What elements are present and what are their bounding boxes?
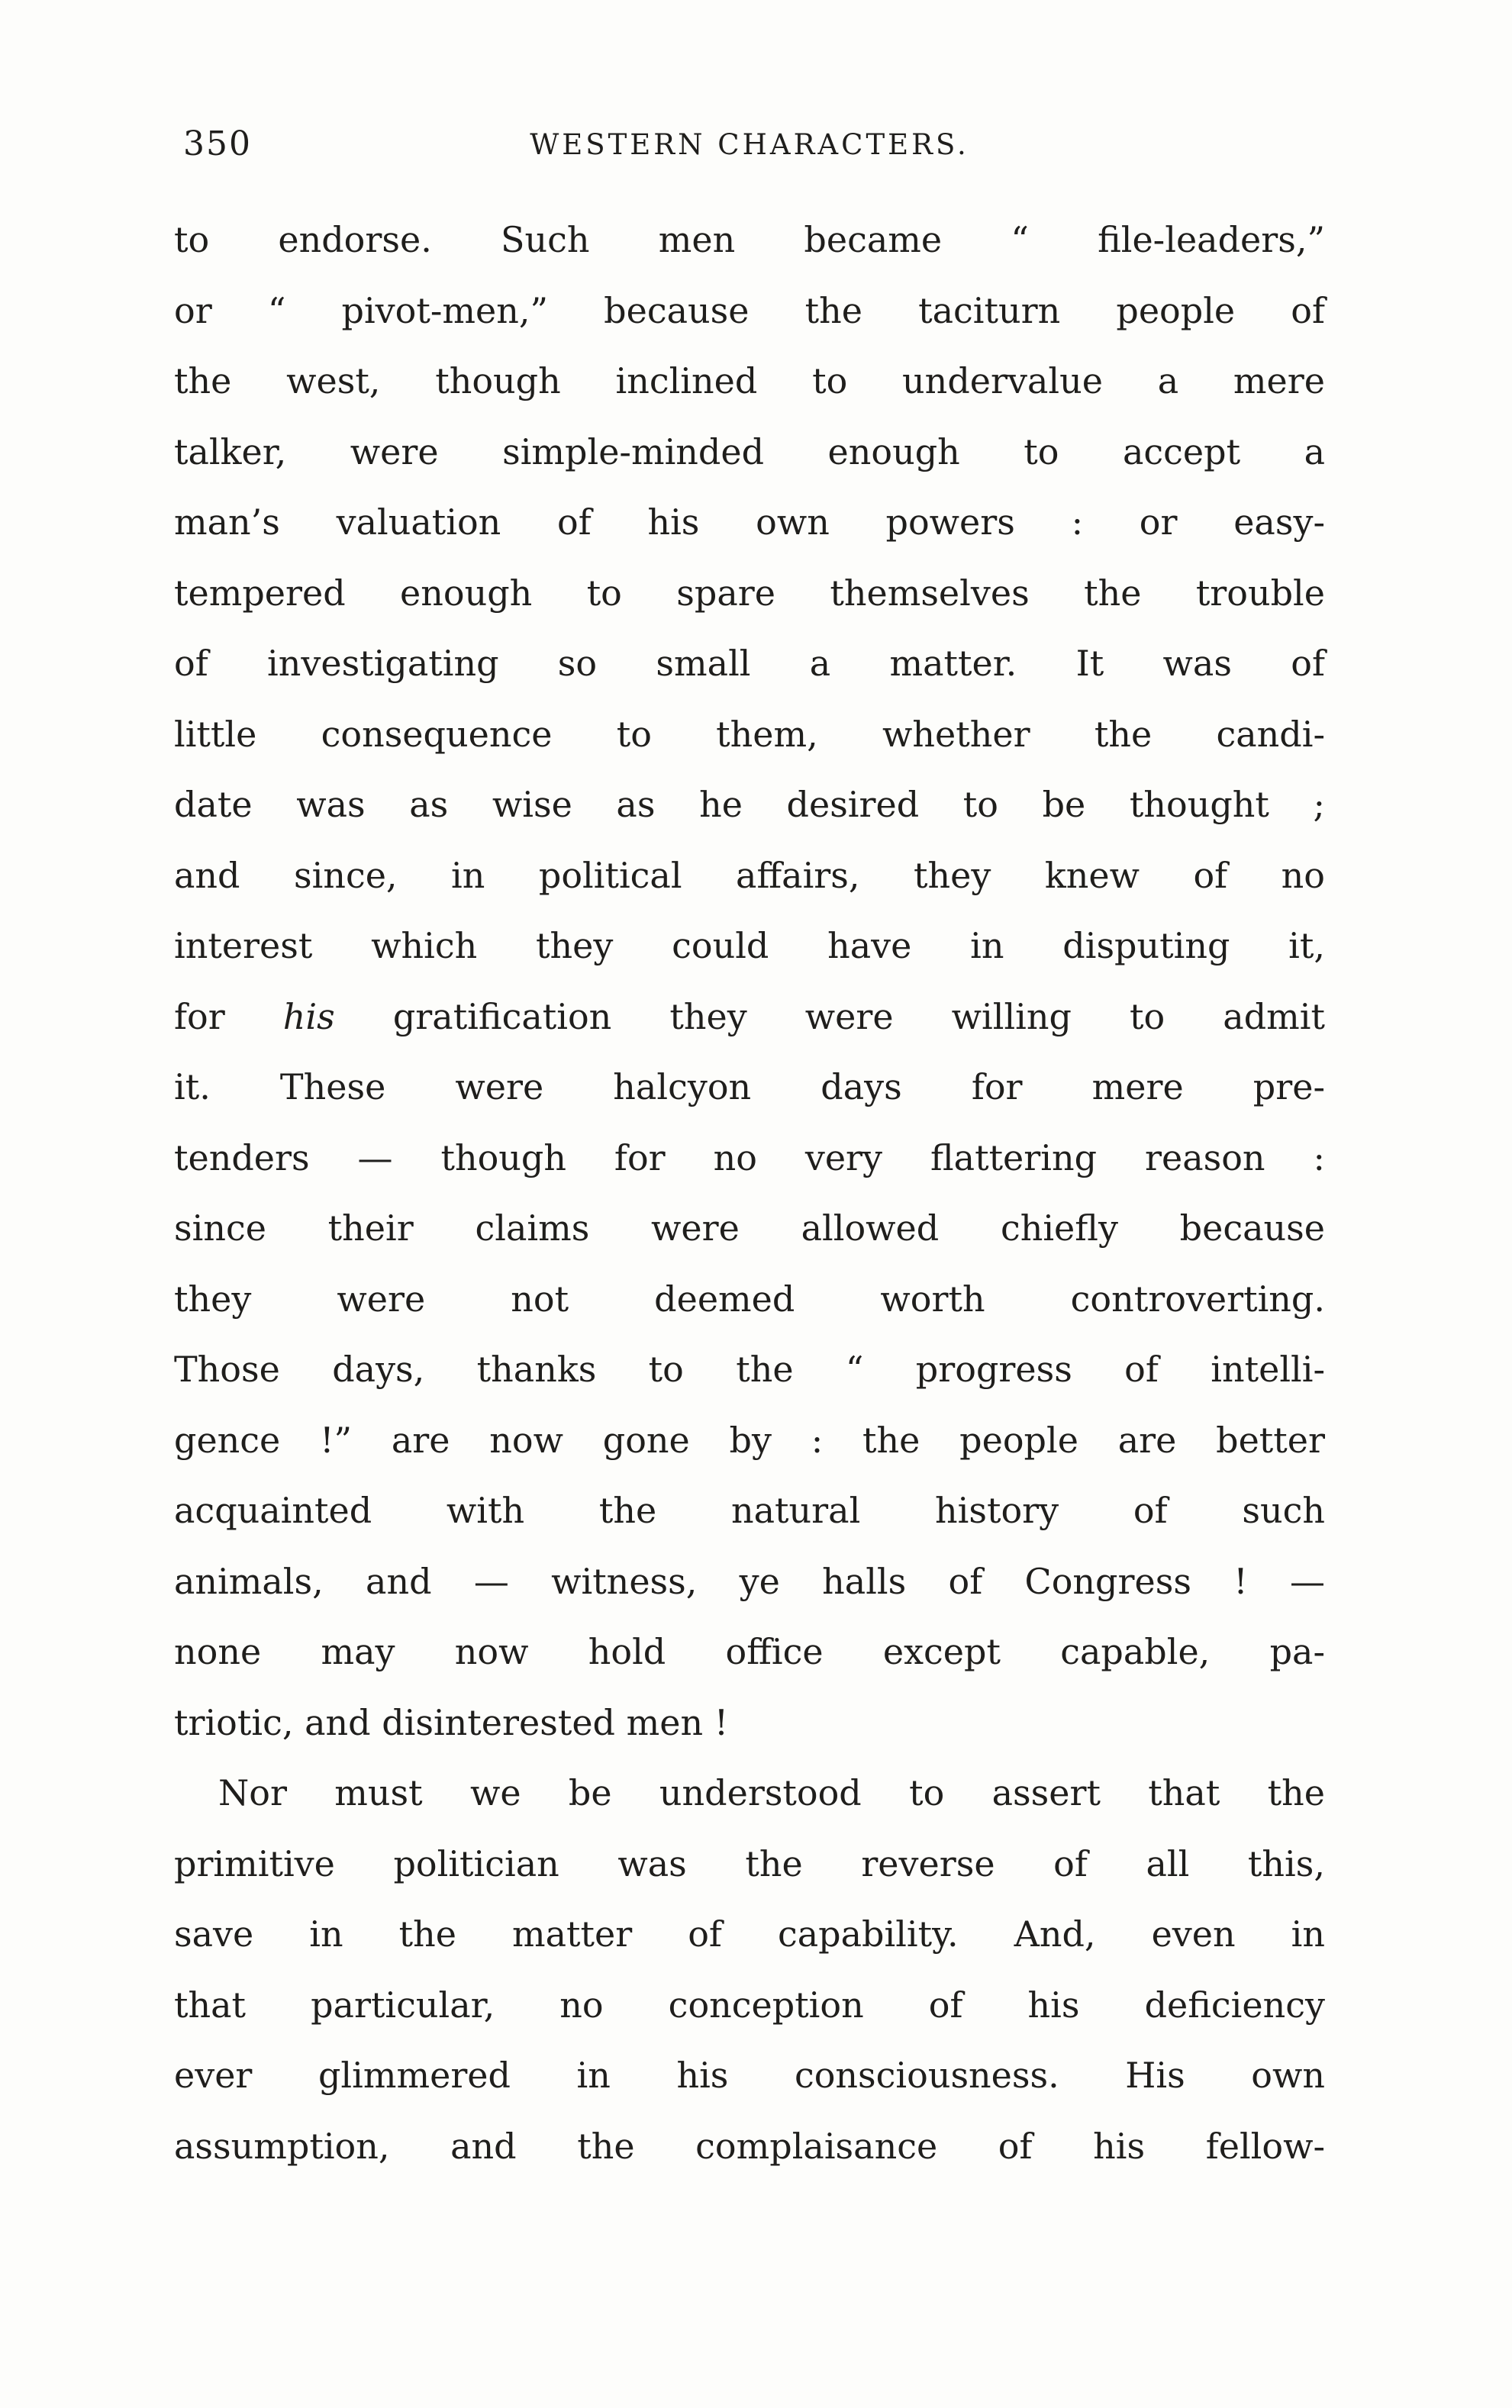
text-line: it. These were halcyon days for mere pre- [174, 1066, 1325, 1107]
page-body [174, 205, 1325, 2181]
text-line: none may now hold office except capable, pa- [174, 1631, 1325, 1672]
text-line: or “ pivot-men,” because the taciturn people of [174, 289, 1325, 331]
text-line: the west, though inclined to undervalue a mere [174, 360, 1325, 401]
text-line: assumption, and the complaisance of his fellow- [174, 2125, 1325, 2167]
text-line: ever glimmered in his consciousness. His own [174, 2055, 1325, 2096]
text-line: and since, in political affairs, they knew of no [174, 854, 1325, 896]
text-line: animals, and — witness, ye halls of Congress ! — [174, 1560, 1325, 1602]
text-line: to endorse. Such men became “ file-leaders,” [174, 219, 1325, 260]
italic-text: his [282, 995, 335, 1037]
text-line: gence !” are now gone by : the people are better [174, 1419, 1325, 1461]
text-line: they were not deemed worth controverting. [174, 1278, 1325, 1320]
text-line: talker, were simple-minded enough to accept a [174, 430, 1325, 472]
text-line: tenders — though for no very flattering reason : [174, 1136, 1325, 1178]
text-line: tempered enough to spare themselves the trouble [174, 572, 1325, 614]
text-line: triotic, and disinterested men ! [174, 1701, 729, 1743]
text-line: of investigating so small a matter. It was of [174, 643, 1325, 684]
text-line: little consequence to them, whether the candi- [174, 713, 1325, 755]
text-line: date was as wise as he desired to be thought ; [174, 784, 1325, 825]
text-line: acquainted with the natural history of such [174, 1490, 1325, 1531]
text-line: man’s valuation of his own powers : or easy- [174, 501, 1325, 543]
text-line: Those days, thanks to the “ progress of intelli- [174, 1349, 1325, 1390]
text-line: save in the matter of capability. And, even in [174, 1913, 1325, 1955]
text-line: Nor must we be understood to assert that the [218, 1772, 1325, 1813]
text-line: interest which they could have in disputing it, [174, 925, 1325, 966]
text-line: since their claims were allowed chiefly because [174, 1207, 1325, 1249]
page-header [174, 124, 1325, 170]
text-line: that particular, no conception of his deficiency [174, 1984, 1325, 2026]
text-segment: gratification they were willing to admit [334, 995, 1325, 1037]
text-segment: for [174, 995, 283, 1037]
text-line [174, 982, 1325, 1052]
running-header: WESTERN CHARACTERS. [530, 128, 969, 161]
page-number: 350 [183, 124, 252, 163]
text-line: primitive politician was the reverse of all this, [174, 1842, 1325, 1884]
